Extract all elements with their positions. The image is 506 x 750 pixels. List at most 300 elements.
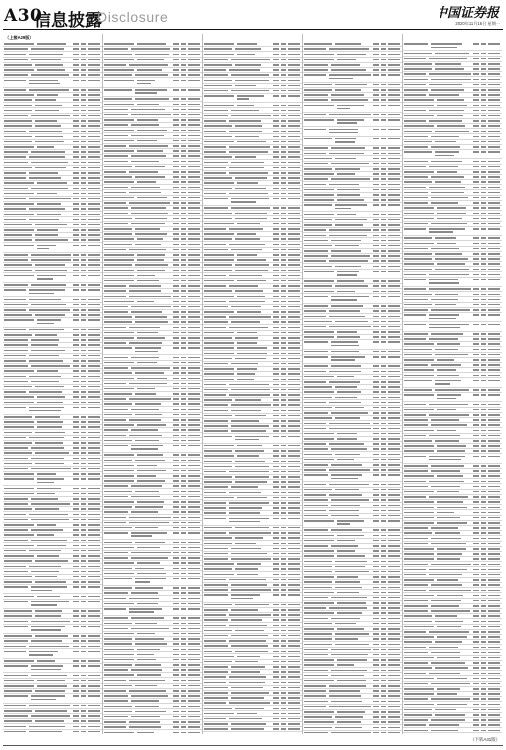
table-cell xyxy=(404,166,426,168)
table-cell xyxy=(388,587,400,589)
table-cell xyxy=(288,233,300,235)
table-cell xyxy=(229,228,263,230)
table-cell xyxy=(388,321,400,323)
table-cell xyxy=(188,311,200,313)
table-cell xyxy=(204,373,234,375)
table-cell xyxy=(481,522,486,524)
table-cell xyxy=(129,342,162,344)
table-cell xyxy=(181,327,186,329)
table-cell xyxy=(288,476,300,478)
table-cell xyxy=(288,728,300,730)
table-cell xyxy=(4,705,26,707)
table-cell xyxy=(273,527,279,529)
table-cell xyxy=(88,402,100,404)
table-cell xyxy=(481,610,486,612)
table-cell xyxy=(137,59,164,61)
table-cell xyxy=(104,592,128,594)
table-cell xyxy=(181,166,186,168)
table-cell xyxy=(331,499,369,501)
table-cell xyxy=(473,538,479,540)
table-cell xyxy=(437,558,460,560)
table-cell xyxy=(181,285,186,287)
table-cell xyxy=(304,581,332,583)
table-cell xyxy=(188,573,200,575)
table-cell xyxy=(404,574,426,576)
table-cell xyxy=(129,202,170,204)
table-cell xyxy=(481,253,486,255)
table-cell xyxy=(181,617,186,619)
table-cell xyxy=(273,95,279,97)
table-cell xyxy=(88,350,100,352)
table-cell xyxy=(181,171,186,173)
table-cell xyxy=(81,560,86,562)
table-cell xyxy=(281,548,286,550)
table-cell xyxy=(335,266,361,268)
table-cell xyxy=(104,171,126,173)
table-cell xyxy=(431,136,459,138)
table-cell xyxy=(273,708,279,710)
table-cell xyxy=(173,643,179,645)
table-cell xyxy=(304,214,334,216)
table-cell xyxy=(381,255,386,257)
table-cell xyxy=(404,548,434,550)
table-cell xyxy=(335,141,355,143)
table-cell xyxy=(37,182,67,184)
table-cell xyxy=(173,669,179,671)
table-cell xyxy=(4,581,32,583)
table-cell xyxy=(181,435,186,437)
table-cell xyxy=(481,600,486,602)
table-cell xyxy=(381,592,386,594)
table-cell xyxy=(81,665,86,667)
table-cell xyxy=(288,131,300,133)
table-cell xyxy=(181,332,186,334)
table-cell xyxy=(181,547,186,549)
table-cell xyxy=(104,202,126,204)
table-cell xyxy=(131,357,159,359)
table-cell xyxy=(204,399,232,401)
table-cell xyxy=(288,290,300,292)
table-cell xyxy=(288,182,300,184)
table-cell xyxy=(481,181,486,183)
table-cell xyxy=(31,586,67,588)
table-cell xyxy=(404,517,434,519)
table-cell xyxy=(273,589,279,591)
table-cell xyxy=(381,618,386,620)
table-row xyxy=(3,273,102,282)
table-cell xyxy=(281,120,286,122)
table-cell xyxy=(404,532,432,534)
table-cell xyxy=(4,468,28,470)
table-cell xyxy=(73,115,79,117)
table-cell xyxy=(131,161,159,163)
table-cell xyxy=(473,507,479,509)
table-cell xyxy=(35,234,58,236)
table-cell xyxy=(104,562,134,564)
table-cell xyxy=(481,176,486,178)
table-cell xyxy=(304,474,328,476)
table-cell xyxy=(37,493,55,495)
table-cell xyxy=(331,69,366,71)
table-cell xyxy=(281,619,286,621)
table-cell xyxy=(173,202,179,204)
table-cell xyxy=(88,224,100,226)
table-cell xyxy=(188,721,200,723)
table-cell xyxy=(204,59,228,61)
table-cell xyxy=(481,110,486,112)
table-cell xyxy=(281,445,286,447)
table-cell xyxy=(304,423,326,425)
table-cell xyxy=(88,665,100,667)
table-cell xyxy=(188,608,200,610)
table-cell xyxy=(188,254,200,256)
table-cell xyxy=(173,623,179,625)
table-cell xyxy=(4,94,34,96)
table-cell xyxy=(473,475,479,477)
table-cell xyxy=(404,527,428,529)
table-cell xyxy=(73,329,79,331)
table-cell xyxy=(81,319,86,321)
table-cell xyxy=(4,566,26,568)
table-cell xyxy=(481,146,486,148)
table-cell xyxy=(104,445,128,447)
table-cell xyxy=(281,682,286,684)
table-cell xyxy=(388,592,400,594)
table-cell xyxy=(29,219,59,221)
table-cell xyxy=(488,258,500,260)
table-cell xyxy=(73,610,79,612)
table-cell xyxy=(104,80,134,82)
table-cell xyxy=(331,448,367,450)
table-cell xyxy=(431,146,460,148)
table-row xyxy=(203,434,302,443)
table-cell xyxy=(435,237,456,239)
table-cell xyxy=(273,553,279,555)
table-cell xyxy=(37,43,66,45)
table-cell xyxy=(131,700,159,702)
table-cell xyxy=(181,98,186,100)
table-cell xyxy=(381,581,386,583)
table-cell xyxy=(488,79,500,81)
table-cell xyxy=(481,213,486,215)
table-cell xyxy=(288,645,300,647)
table-cell xyxy=(104,259,134,261)
table-cell xyxy=(381,716,386,718)
table-cell xyxy=(481,141,486,143)
table-cell xyxy=(37,275,66,277)
table-cell xyxy=(173,587,179,589)
table-cell xyxy=(135,414,162,416)
table-cell xyxy=(488,465,500,467)
table-cell xyxy=(404,409,434,411)
table-cell xyxy=(288,146,300,148)
table-cell xyxy=(173,207,179,209)
table-cell xyxy=(235,399,261,401)
table-cell xyxy=(104,633,134,635)
table-cell xyxy=(181,424,186,426)
table-cell xyxy=(188,527,200,529)
table-cell xyxy=(381,695,386,697)
table-cell xyxy=(435,389,469,391)
table-cell xyxy=(304,184,326,186)
table-cell xyxy=(473,678,479,680)
table-cell xyxy=(329,428,371,430)
table-cell xyxy=(4,370,34,372)
table-cell xyxy=(237,54,255,56)
table-cell xyxy=(73,705,79,707)
table-cell xyxy=(288,306,300,308)
table-cell xyxy=(104,532,128,534)
table-cell xyxy=(437,359,454,361)
table-cell xyxy=(304,119,334,121)
table-cell xyxy=(4,601,28,603)
table-cell xyxy=(4,376,26,378)
table-cell xyxy=(173,491,179,493)
table-cell xyxy=(88,560,100,562)
table-cell xyxy=(488,595,500,597)
table-cell xyxy=(435,253,462,255)
table-cell xyxy=(473,68,479,70)
table-cell xyxy=(488,115,500,117)
table-cell xyxy=(104,275,134,277)
table-cell xyxy=(188,378,200,380)
table-cell xyxy=(331,464,362,466)
table-row xyxy=(203,197,302,206)
table-cell xyxy=(173,440,179,442)
table-cell xyxy=(281,609,286,611)
table-cell xyxy=(481,626,486,628)
table-cell xyxy=(331,654,368,656)
table-cell xyxy=(288,543,300,545)
table-cell xyxy=(188,207,200,209)
table-cell xyxy=(481,419,486,421)
table-cell xyxy=(137,573,166,575)
table-cell xyxy=(188,332,200,334)
table-cell xyxy=(237,43,257,45)
table-cell xyxy=(304,64,328,66)
table-cell xyxy=(137,181,156,183)
table-cell xyxy=(288,156,300,158)
table-cell xyxy=(437,553,462,555)
table-cell xyxy=(331,94,364,96)
table-cell xyxy=(173,290,179,292)
table-cell xyxy=(481,631,486,633)
table-cell xyxy=(473,171,479,173)
table-cell xyxy=(104,74,132,76)
table-cell xyxy=(81,675,86,677)
table-cell xyxy=(229,151,268,153)
table-cell xyxy=(181,124,186,126)
table-cell xyxy=(88,651,100,653)
table-cell xyxy=(88,545,100,547)
table-cell xyxy=(204,661,232,663)
table-cell xyxy=(181,207,186,209)
table-cell xyxy=(288,177,300,179)
table-cell xyxy=(88,715,100,717)
table-cell xyxy=(373,612,379,614)
table-cell xyxy=(404,243,434,245)
table-cell xyxy=(388,695,400,697)
table-cell xyxy=(335,417,360,419)
table-cell xyxy=(404,730,428,732)
table-cell xyxy=(373,649,379,651)
table-cell xyxy=(281,259,286,261)
table-cell xyxy=(273,507,279,509)
table-cell xyxy=(435,181,461,183)
table-cell xyxy=(181,669,186,671)
table-cell xyxy=(273,43,279,45)
table-cell xyxy=(473,187,479,189)
table-cell xyxy=(288,172,300,174)
table-row xyxy=(303,118,402,127)
table-cell xyxy=(173,362,179,364)
table-cell xyxy=(188,511,200,513)
table-cell xyxy=(31,162,68,164)
table-cell xyxy=(188,587,200,589)
table-cell xyxy=(331,597,367,599)
table-cell xyxy=(288,682,300,684)
table-cell xyxy=(181,161,186,163)
table-cell xyxy=(237,311,261,313)
table-cell xyxy=(204,574,234,576)
table-cell xyxy=(235,270,268,272)
table-cell xyxy=(473,409,479,411)
table-cell xyxy=(381,371,386,373)
table-cell xyxy=(173,578,179,580)
table-cell xyxy=(429,481,464,483)
table-cell xyxy=(373,721,379,723)
table-cell xyxy=(281,461,286,463)
table-cell xyxy=(473,435,479,437)
table-cell xyxy=(73,54,79,56)
table-cell xyxy=(273,697,279,699)
table-cell xyxy=(181,680,186,682)
table-cell xyxy=(281,136,286,138)
table-cell xyxy=(473,349,479,351)
table-cell xyxy=(435,258,468,260)
table-cell xyxy=(173,332,179,334)
table-cell xyxy=(288,445,300,447)
table-cell xyxy=(104,244,132,246)
table-cell xyxy=(388,423,400,425)
table-cell xyxy=(437,491,459,493)
table-cell xyxy=(4,640,28,642)
table-cell xyxy=(104,587,132,589)
table-cell xyxy=(181,43,186,45)
table-row xyxy=(303,340,402,349)
table-cell xyxy=(337,433,357,435)
table-cell xyxy=(473,470,479,472)
table-cell xyxy=(204,327,226,329)
table-cell xyxy=(237,233,256,235)
table-cell xyxy=(31,626,65,628)
table-cell xyxy=(188,187,200,189)
table-cell xyxy=(73,151,79,153)
table-cell xyxy=(431,299,458,301)
table-cell xyxy=(73,432,79,434)
table-cell xyxy=(329,484,369,486)
table-cell xyxy=(481,288,486,290)
footer-rule xyxy=(3,745,503,746)
table-cell xyxy=(404,375,434,377)
table-cell xyxy=(373,438,379,440)
table-cell xyxy=(437,517,460,519)
table-cell xyxy=(81,110,86,112)
table-cell xyxy=(404,349,432,351)
table-cell xyxy=(281,353,286,355)
table-cell xyxy=(337,122,357,124)
table-cell xyxy=(281,151,286,153)
table-cell xyxy=(88,125,100,127)
table-cell xyxy=(281,228,286,230)
table-cell xyxy=(37,278,53,280)
table-cell xyxy=(4,514,26,516)
table-cell xyxy=(473,641,479,643)
table-cell xyxy=(229,532,271,534)
table-cell xyxy=(88,289,100,291)
table-cell xyxy=(335,386,357,388)
table-cell xyxy=(488,662,500,664)
table-row xyxy=(203,94,302,103)
table-cell xyxy=(29,309,70,311)
table-cell xyxy=(304,515,328,517)
table-cell xyxy=(437,501,463,503)
table-cell xyxy=(104,649,134,651)
table-cell xyxy=(104,176,132,178)
table-cell xyxy=(104,628,128,630)
table-cell xyxy=(129,64,168,66)
table-cell xyxy=(81,172,86,174)
table-cell xyxy=(204,445,234,447)
table-cell xyxy=(381,326,386,328)
table-cell xyxy=(104,608,126,610)
table-cell xyxy=(288,568,300,570)
table-cell xyxy=(381,153,386,155)
table-cell xyxy=(481,228,486,230)
table-cell xyxy=(304,310,326,312)
table-cell xyxy=(481,440,486,442)
table-cell xyxy=(429,166,458,168)
table-cell xyxy=(481,263,486,265)
table-cell xyxy=(335,208,351,210)
table-cell xyxy=(488,389,500,391)
table-cell xyxy=(481,369,486,371)
table-cell xyxy=(204,141,234,143)
table-cell xyxy=(81,329,86,331)
table-cell xyxy=(273,512,279,514)
table-cell xyxy=(231,692,269,694)
table-cell xyxy=(488,647,500,649)
table-cell xyxy=(4,198,26,200)
table-cell xyxy=(437,475,463,477)
table-cell xyxy=(173,69,179,71)
table-cell xyxy=(388,412,400,414)
table-cell xyxy=(181,213,186,215)
table-cell xyxy=(281,563,286,565)
table-cell xyxy=(135,176,165,178)
table-cell xyxy=(188,522,200,524)
table-cell xyxy=(188,181,200,183)
table-cell xyxy=(88,386,100,388)
table-cell xyxy=(231,589,271,591)
table-cell xyxy=(81,344,86,346)
table-cell xyxy=(335,454,360,456)
table-cell xyxy=(404,248,428,250)
table-cell xyxy=(229,521,260,523)
table-cell xyxy=(404,218,434,220)
table-cell xyxy=(273,548,279,550)
table-cell xyxy=(73,89,79,91)
